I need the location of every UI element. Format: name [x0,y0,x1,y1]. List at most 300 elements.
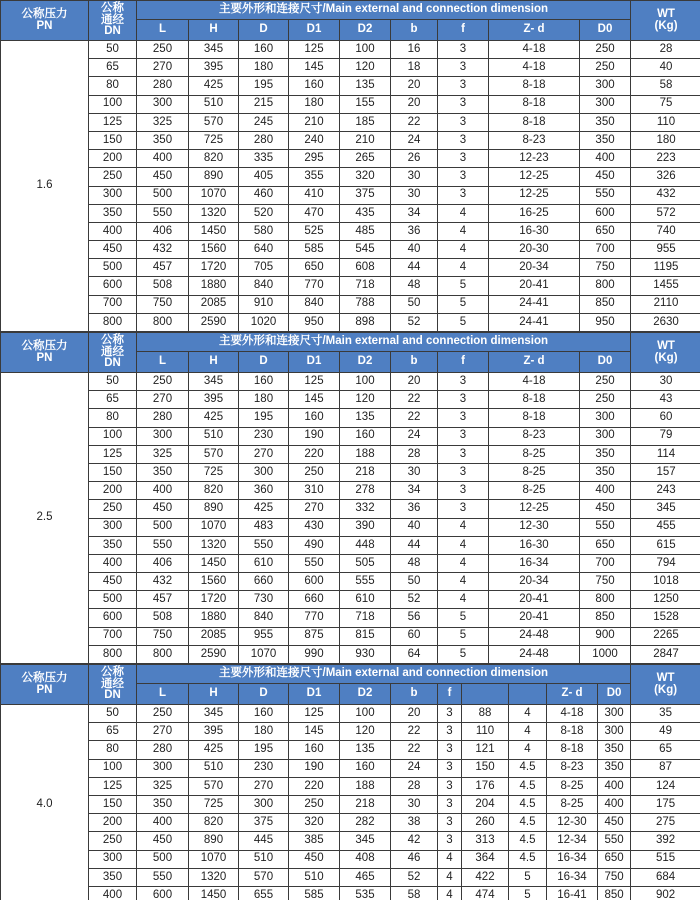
column-header: H [189,352,239,373]
table-cell: 432 [137,241,189,259]
table-cell: 820 [189,150,239,168]
table-cell: 8-25 [547,795,598,813]
table-cell: 180 [239,723,289,741]
table-cell: 34 [391,204,438,222]
table-cell: 230 [239,759,289,777]
table-cell: 8-23 [489,131,580,149]
table-cell: 325 [137,777,189,795]
table-cell: 510 [189,759,239,777]
table-cell: 910 [239,295,289,313]
table-cell: 210 [289,113,340,131]
table-cell: 890 [189,832,239,850]
table-row [1,777,700,795]
table-cell: 24 [391,427,438,445]
table-cell: 730 [239,591,289,609]
table-cell: 16-34 [547,850,598,868]
table-cell: 4 [509,705,547,723]
table-cell: 52 [391,591,438,609]
table-cell: 8-18 [489,409,580,427]
table-cell: 4.5 [509,850,547,868]
table-cell: 8-23 [547,759,598,777]
table-cell: 49 [631,723,700,741]
table-cell: 124 [631,777,700,795]
table-cell: 400 [598,795,631,813]
table-cell: 125 [289,373,340,391]
table-cell: 550 [580,518,631,536]
table-cell: 300 [137,95,189,113]
table-cell: 410 [289,186,340,204]
table-cell: 125 [289,705,340,723]
table-cell: 4 [509,723,547,741]
table-cell: 2590 [189,645,239,663]
table-cell: 325 [137,445,189,463]
column-header: b [391,20,438,41]
table-cell: 3 [438,59,489,77]
table-cell: 432 [137,573,189,591]
table-cell: 125 [289,41,340,59]
table-row [1,886,700,900]
table-cell: 8-18 [547,741,598,759]
table-cell: 3 [438,445,489,463]
table-cell: 725 [189,795,239,813]
pn-value: 4.0 [1,705,89,900]
table-cell: 5 [438,627,489,645]
table-cell: 1070 [189,850,239,868]
table-row [1,609,700,627]
table-cell: 8-18 [489,113,580,131]
table-cell: 483 [239,518,289,536]
table-cell: 150 [462,759,509,777]
table-cell: 8-18 [489,95,580,113]
table-cell: 270 [289,500,340,518]
table-row [1,222,700,240]
main-dimension-header: 主要外形和连接尺寸/Main external and connection dimension [137,665,631,684]
table-cell: 160 [239,41,289,59]
table-cell: 20 [391,77,438,95]
column-header: D0 [580,20,631,41]
table-cell: 550 [137,536,189,554]
table-row [1,850,700,868]
table-cell: 955 [239,627,289,645]
table-cell: 250 [289,463,340,481]
table-row [1,759,700,777]
table-cell: 16-34 [547,868,598,886]
table-cell: 3 [438,705,462,723]
table-cell: 610 [340,591,391,609]
table-cell: 600 [580,204,631,222]
table-cell: 300 [598,705,631,723]
table-cell: 250 [580,41,631,59]
table-cell: 425 [189,409,239,427]
table-cell: 4-18 [489,59,580,77]
column-header: D0 [580,352,631,373]
table-cell: 718 [340,609,391,627]
table-cell: 300 [239,795,289,813]
table-cell: 570 [189,445,239,463]
dn-header [89,1,137,41]
table-cell: 406 [137,554,189,572]
column-header: D2 [340,352,391,373]
table-row [1,723,700,741]
pn-header-en: PN [36,19,53,32]
table-cell: 4 [438,868,462,886]
table-cell: 1450 [189,886,239,900]
table-cell: 145 [289,391,340,409]
table-cell: 355 [289,168,340,186]
column-header: f [438,684,462,705]
spec-table-pn-4-0 [0,664,700,900]
table-cell: 20 [391,95,438,113]
table-cell: 2630 [631,313,700,331]
table-cell: 1018 [631,573,700,591]
table-cell: 570 [189,113,239,131]
table-cell: 550 [239,536,289,554]
table-cell: 80 [89,409,137,427]
table-cell: 360 [239,482,289,500]
table-row [1,554,700,572]
table-cell: 325 [137,113,189,131]
table-cell: 405 [239,168,289,186]
table-cell: 1070 [189,186,239,204]
table-cell: 180 [289,95,340,113]
table-cell: 230 [239,427,289,445]
table-cell: 890 [189,168,239,186]
table-cell: 250 [137,41,189,59]
table-cell: 4.5 [509,832,547,850]
table-cell: 180 [239,59,289,77]
table-cell: 121 [462,741,509,759]
table-row [1,573,700,591]
table-cell: 385 [289,832,340,850]
table-cell: 750 [580,573,631,591]
table-row [1,373,700,391]
table-cell: 3 [438,427,489,445]
table-cell: 850 [598,886,631,900]
table-cell: 585 [289,886,340,900]
pn-header [1,333,89,373]
table-cell: 3 [438,113,489,131]
table-cell: 188 [340,777,391,795]
table-cell: 180 [239,391,289,409]
table-cell: 794 [631,554,700,572]
table-cell: 300 [89,518,137,536]
table-cell: 650 [598,850,631,868]
table-cell: 200 [89,814,137,832]
table-cell: 350 [580,445,631,463]
table-cell: 5 [438,645,489,663]
table-row [1,77,700,95]
table-row [1,113,700,131]
table-cell: 16 [391,41,438,59]
table-cell: 280 [137,409,189,427]
table-cell: 160 [289,77,340,95]
table-cell: 18 [391,59,438,77]
table-cell: 80 [89,741,137,759]
table-row [1,41,700,59]
table-cell: 250 [137,705,189,723]
table-cell: 215 [239,95,289,113]
table-cell: 3 [438,409,489,427]
table-cell: 50 [89,705,137,723]
table-cell: 550 [137,204,189,222]
column-header: D [239,352,289,373]
table-cell: 515 [631,850,700,868]
table-cell: 210 [340,131,391,149]
table-cell: 300 [137,759,189,777]
table-cell: 350 [580,463,631,481]
table-cell: 60 [391,627,438,645]
table-cell: 4.5 [509,795,547,813]
table-cell: 457 [137,591,189,609]
table-cell: 80 [89,77,137,95]
table-cell: 425 [189,741,239,759]
table-cell: 16-41 [547,886,598,900]
column-header: D2 [340,20,391,41]
table-cell: 280 [239,131,289,149]
table-cell: 1880 [189,609,239,627]
table-cell: 34 [391,482,438,500]
table-cell: 345 [189,41,239,59]
table-cell: 600 [289,573,340,591]
table-cell: 555 [340,573,391,591]
table-cell: 705 [239,259,289,277]
table-cell: 280 [137,77,189,95]
table-cell: 125 [89,777,137,795]
table-cell: 510 [289,868,340,886]
table-row [1,241,700,259]
table-cell: 4-18 [547,705,598,723]
table-cell: 510 [189,95,239,113]
table-cell: 12-25 [489,168,580,186]
table-cell: 52 [391,313,438,331]
table-cell: 350 [89,868,137,886]
table-cell: 3 [438,795,462,813]
header-row [1,665,700,684]
table-row [1,409,700,427]
table-cell: 350 [137,131,189,149]
table-cell: 660 [289,591,340,609]
table-cell: 4 [438,886,462,900]
table-cell: 243 [631,482,700,500]
table-cell: 3 [438,463,489,481]
table-cell: 30 [391,186,438,204]
table-cell: 16-34 [489,554,580,572]
table-cell: 40 [391,241,438,259]
table-cell: 2110 [631,295,700,313]
table-cell: 87 [631,759,700,777]
pn-header-zh: 公称压力 [21,340,68,352]
pn-header [1,665,89,705]
table-cell: 450 [137,832,189,850]
table-cell: 250 [580,373,631,391]
table-cell: 120 [340,723,391,741]
table-cell: 350 [598,741,631,759]
main-dimension-header: 主要外形和连接尺寸/Main external and connection dimension [137,1,631,20]
table-cell: 195 [239,77,289,95]
table-cell: 545 [340,241,391,259]
table-cell: 500 [137,186,189,204]
table-cell: 650 [289,259,340,277]
table-cell: 840 [239,277,289,295]
weight-header-label: WT [656,672,675,684]
table-cell: 20-41 [489,609,580,627]
table-cell: 22 [391,391,438,409]
table-cell: 295 [289,150,340,168]
table-cell: 375 [340,186,391,204]
table-cell: 4 [438,518,489,536]
table-cell: 535 [340,886,391,900]
table-cell: 125 [89,113,137,131]
dn-header-dn-zh-1: 公称 [101,666,124,679]
table-cell: 455 [631,518,700,536]
table-cell: 610 [239,554,289,572]
table-cell: 660 [239,573,289,591]
table-cell: 120 [340,59,391,77]
table-cell: 700 [89,295,137,313]
table-cell: 44 [391,259,438,277]
table-cell: 608 [340,259,391,277]
table-cell: 425 [239,500,289,518]
table-cell: 550 [598,832,631,850]
column-header: b [391,684,438,705]
table-cell: 450 [89,241,137,259]
table-cell: 155 [340,95,391,113]
table-cell: 180 [631,131,700,149]
table-cell: 88 [462,705,509,723]
table-cell: 450 [137,168,189,186]
table-cell: 100 [89,759,137,777]
table-cell: 12-23 [489,150,580,168]
table-cell: 58 [631,77,700,95]
table-cell: 218 [340,463,391,481]
dn-header-dn-zh-2: 通经 [101,345,124,358]
table-cell: 4 [438,850,462,868]
table-cell: 400 [89,554,137,572]
table-cell: 22 [391,113,438,131]
table-cell: 114 [631,445,700,463]
column-header [462,684,509,705]
pn-header-en: PN [36,351,53,364]
table-cell: 300 [239,463,289,481]
table-cell: 40 [631,59,700,77]
table-cell: 28 [391,445,438,463]
table-row [1,500,700,518]
table-cell: 100 [340,41,391,59]
table-cell: 145 [289,59,340,77]
table-row [1,277,700,295]
table-cell: 430 [289,518,340,536]
table-cell: 3 [438,391,489,409]
table-cell: 8-25 [489,445,580,463]
table-cell: 4 [438,204,489,222]
table-cell: 20 [391,373,438,391]
table-cell: 190 [289,759,340,777]
table-cell: 12-25 [489,186,580,204]
table-cell: 270 [239,777,289,795]
table-cell: 1450 [189,554,239,572]
spec-table-pn-2-5 [0,332,700,664]
table-cell: 740 [631,222,700,240]
table-row [1,186,700,204]
table-cell: 200 [89,482,137,500]
table-cell: 250 [137,373,189,391]
table-cell: 510 [239,850,289,868]
table-cell: 400 [89,886,137,900]
table-row [1,391,700,409]
table-row [1,204,700,222]
table-cell: 500 [137,850,189,868]
column-header: Z- d [489,352,580,373]
dn-header-dn-en: DN [104,25,121,38]
table-cell: 395 [189,391,239,409]
table-row [1,832,700,850]
table-cell: 100 [89,427,137,445]
table-cell: 345 [631,500,700,518]
table-cell: 432 [631,186,700,204]
table-cell: 485 [340,222,391,240]
table-row [1,868,700,886]
table-cell: 195 [239,741,289,759]
table-cell: 3 [438,777,462,795]
table-cell: 8-18 [547,723,598,741]
table-cell: 525 [289,222,340,240]
table-cell: 470 [289,204,340,222]
table-cell: 260 [462,814,509,832]
weight-header [631,333,700,373]
table-cell: 5 [509,868,547,886]
table-cell: 990 [289,645,340,663]
table-cell: 8-25 [547,777,598,795]
pn-header-zh: 公称压力 [21,8,68,20]
table-cell: 395 [189,59,239,77]
table-cell: 300 [580,409,631,427]
table-cell: 36 [391,222,438,240]
table-cell: 650 [580,536,631,554]
table-cell: 725 [189,131,239,149]
table-cell: 38 [391,814,438,832]
table-cell: 930 [340,645,391,663]
table-cell: 188 [340,445,391,463]
table-cell: 800 [580,591,631,609]
table-cell: 490 [289,536,340,554]
table-cell: 310 [289,482,340,500]
table-cell: 12-30 [489,518,580,536]
table-cell: 24-48 [489,627,580,645]
table-cell: 450 [580,500,631,518]
table-row [1,295,700,313]
table-cell: 2590 [189,313,239,331]
table-cell: 8-25 [489,482,580,500]
weight-header-unit: (Kg) [654,351,678,364]
table-cell: 1070 [239,645,289,663]
table-cell: 4 [438,536,489,554]
table-cell: 43 [631,391,700,409]
table-cell: 160 [289,741,340,759]
column-header: D1 [289,20,340,41]
table-cell: 100 [89,95,137,113]
table-cell: 20 [391,705,438,723]
table-cell: 48 [391,554,438,572]
table-cell: 35 [631,705,700,723]
table-cell: 300 [89,186,137,204]
table-row [1,445,700,463]
table-cell: 65 [89,59,137,77]
weight-header-unit: (Kg) [654,19,678,32]
table-cell: 500 [89,259,137,277]
table-cell: 770 [289,609,340,627]
table-cell: 580 [239,222,289,240]
column-header: D [239,684,289,705]
